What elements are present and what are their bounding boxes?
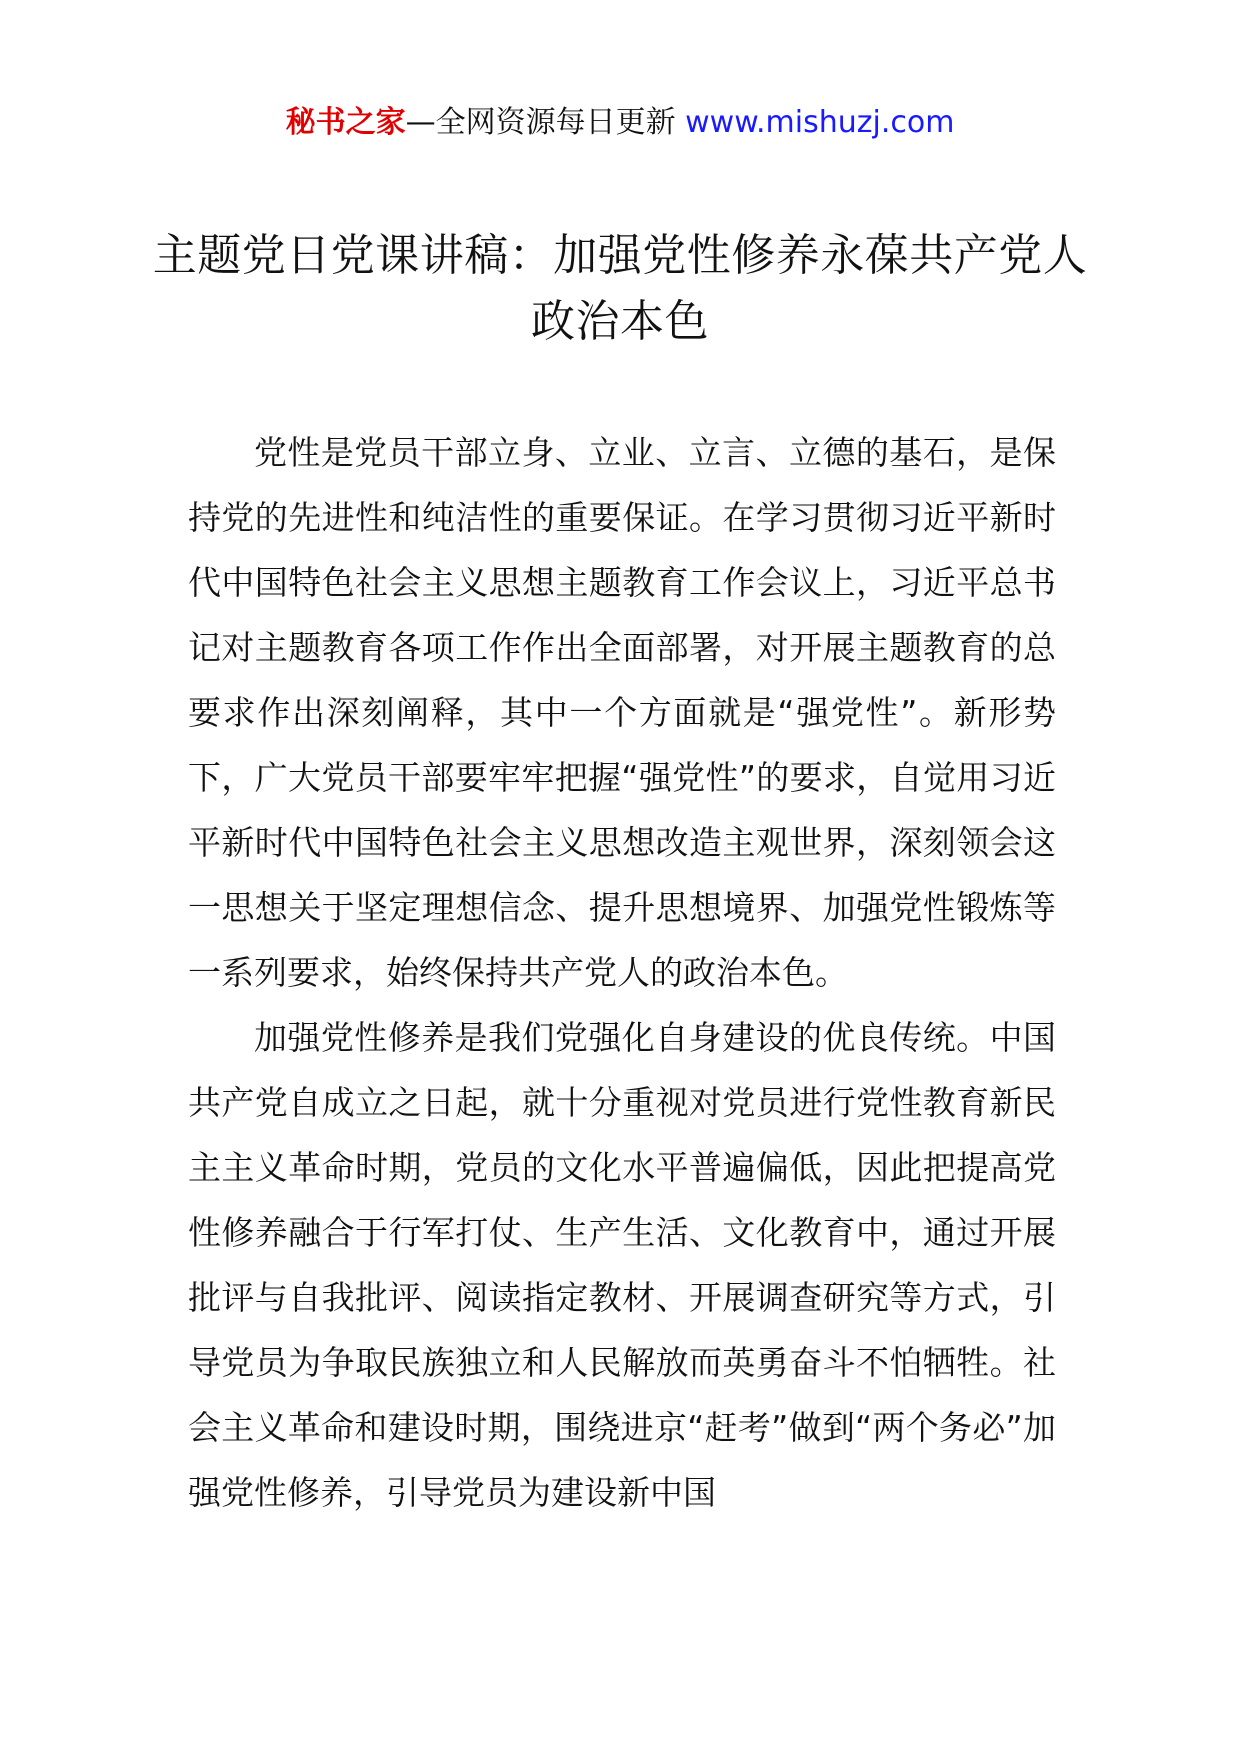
site-url-link[interactable]: www.mishuzj.com (685, 105, 955, 140)
document-title: 主题党日党课讲稿：加强党性修养永葆共产党人政治本色 (152, 230, 1088, 347)
body-paragraph: 加强党性修养是我们党强化自身建设的优良传统。中国共产党自成立之日起，就十分重视对党员进行党性教育新民主主义革命时期，党员的文化水平普遍偏低，因此把提高党性修养融合于行军打仗、生产生活、文化教育中，通过开展批评与自我批评、阅读指定教材、开展调查研究等方式，引导党员为争取民族独立和人民解放而英勇奋斗不怕牺牲。社会主义革命和建设时期，围绕进京“赶考”做到“两个务必”加强党性修养，引导党员为建设新中国 (188, 1018, 1056, 1512)
site-brand: 秘书之家 (285, 105, 406, 140)
body-paragraph: 党性是党员干部立身、立业、立言、立德的基石，是保持党的先进性和纯洁性的重要保证。在学习贯彻习近平新时代中国特色社会主义思想主题教育工作会议上，习近平总书记对主题教育各项工作作出全面部署，对开展主题教育的总要求作出深刻阐释，其中一个方面就是“强党性”。新形势下，广大党员干部要牢牢把握“强党性”的要求，自觉用习近平新时代中国特色社会主义思想改造主观世界，深刻领会这一思想关于坚定理想信念、提升思想境界、加强党性锻炼等一系列要求，始终保持共产党人的政治本色。 (188, 433, 1056, 992)
site-header (0, 102, 1240, 144)
document-body (188, 420, 1056, 1525)
site-tagline: —全网资源每日更新 (405, 105, 686, 140)
